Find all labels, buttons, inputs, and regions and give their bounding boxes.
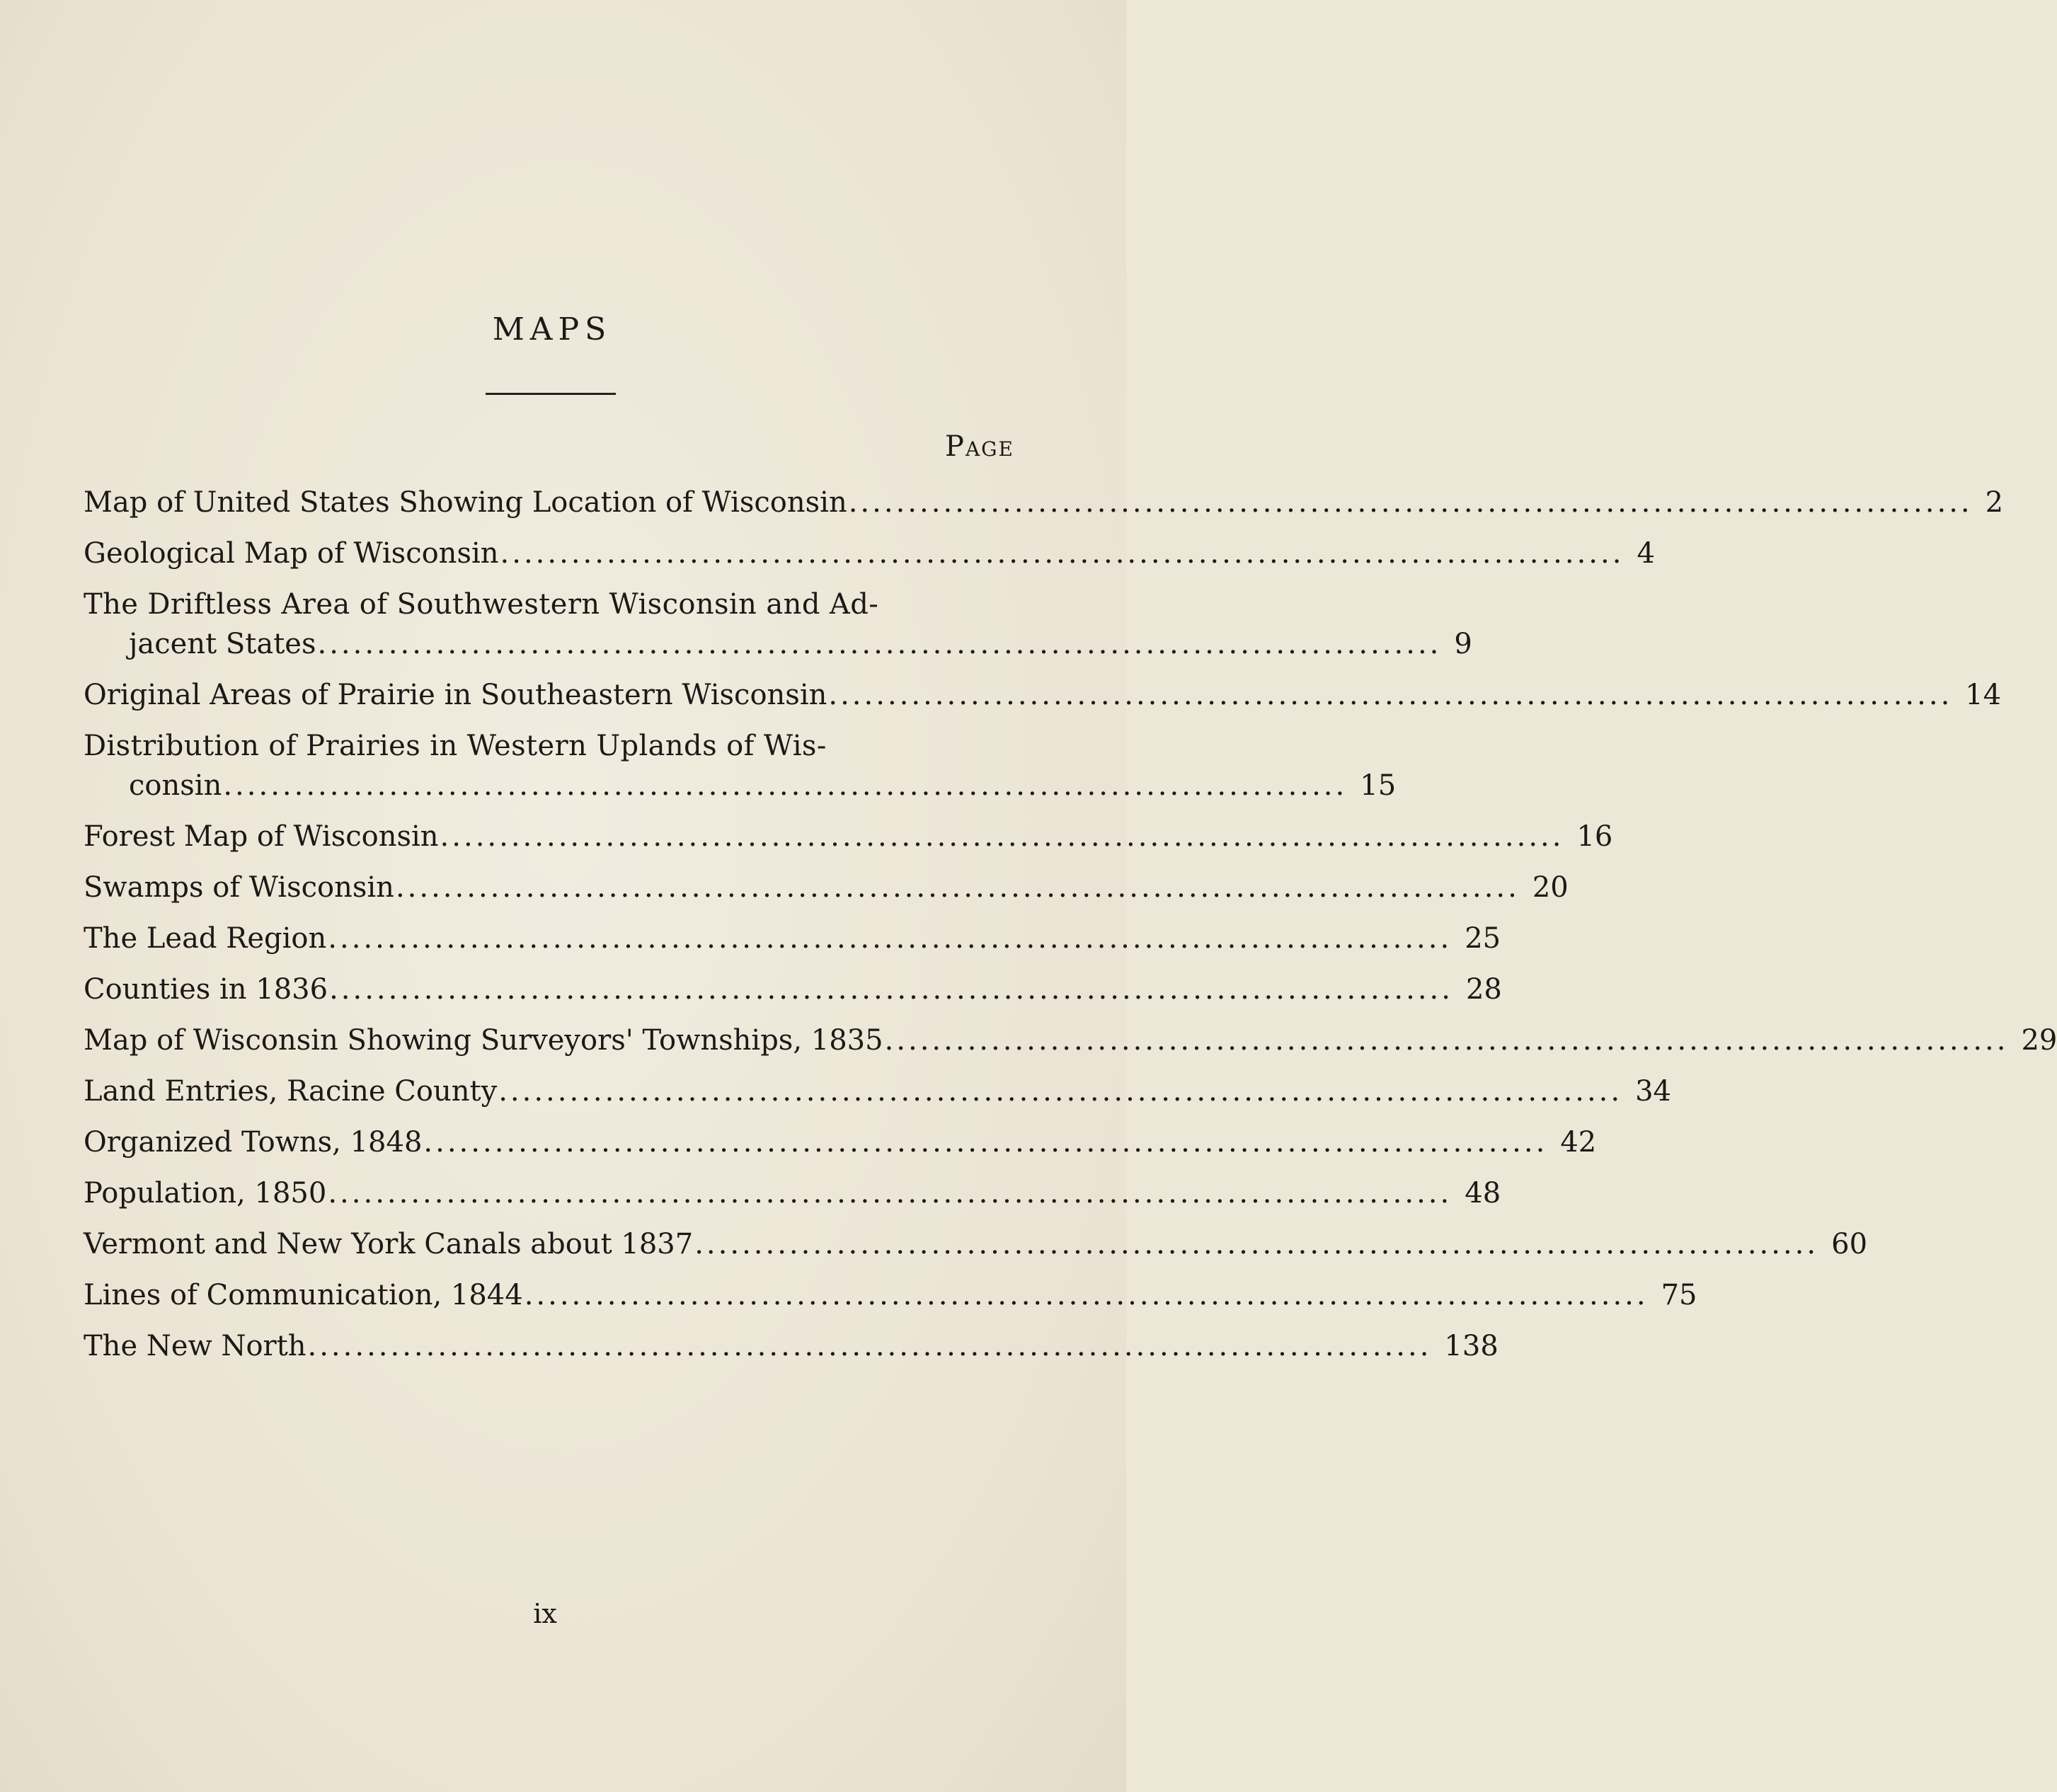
list-item xyxy=(84,1173,1501,1213)
entry-page-number: 2 xyxy=(1985,486,2004,519)
entry-title: Lines of Communication, 1844 xyxy=(84,1279,523,1311)
entry-title-line-1: Distribution of Prairies in Western Uplands of Wis- xyxy=(84,730,827,762)
list-item xyxy=(84,585,1472,664)
entry-title: Population, 1850 xyxy=(84,1177,327,1210)
entry-page-number: 48 xyxy=(1465,1177,1501,1210)
entry-page-number: 138 xyxy=(1444,1330,1499,1362)
leader-dots: ............................................................................................... xyxy=(498,1075,1623,1108)
entry-title: The New North xyxy=(84,1330,306,1362)
leader-dots: ............................................................................................... xyxy=(848,486,1973,519)
list-item xyxy=(84,868,1569,907)
entry-page-number: 34 xyxy=(1635,1075,1672,1108)
list-item xyxy=(84,1122,1597,1162)
entry-page-number: 75 xyxy=(1661,1279,1697,1311)
entry-page-number: 42 xyxy=(1560,1126,1597,1159)
leader-dots: ............................................................................................... xyxy=(423,1126,1548,1159)
list-item xyxy=(84,1275,1697,1315)
leader-dots: ............................................................................................... xyxy=(500,537,1625,570)
leader-dots: ............................................................................................... xyxy=(395,871,1520,904)
list-item xyxy=(84,817,1613,856)
leader-dots: ............................................................................................... xyxy=(328,922,1452,955)
entry-title: Forest Map of Wisconsin xyxy=(84,820,439,853)
leader-dots: ............................................................................................... xyxy=(307,1330,1432,1362)
entry-title: Map of United States Showing Location of Wisconsin xyxy=(84,486,847,519)
entry-title: Land Entries, Racine County xyxy=(84,1075,498,1108)
leader-dots: ............................................................................................... xyxy=(440,820,1564,853)
leader-dots: ............................................................................................... xyxy=(317,628,1442,660)
entry-title: Swamps of Wisconsin xyxy=(84,871,394,904)
list-item xyxy=(84,534,1655,573)
list-item xyxy=(84,1072,1672,1111)
leader-dots: ............................................................................................... xyxy=(328,1177,1452,1210)
list-item xyxy=(84,1224,1868,1264)
title-rule xyxy=(486,393,616,395)
maps-list xyxy=(84,483,2057,1377)
list-item xyxy=(84,919,1501,958)
leader-dots: ............................................................................................... xyxy=(329,973,1453,1006)
leader-dots: ............................................................................................... xyxy=(828,679,1953,711)
list-item xyxy=(84,675,2002,715)
entry-page-number: 4 xyxy=(1637,537,1655,570)
list-item xyxy=(84,726,1397,805)
entry-title: The Lead Region xyxy=(84,922,327,955)
entry-page-number: 25 xyxy=(1465,922,1501,955)
entry-title: Map of Wisconsin Showing Surveyors' Townships, 1835 xyxy=(84,1024,883,1057)
entry-title: Original Areas of Prairie in Southeastern Wisconsin xyxy=(84,679,827,711)
page-title: MAPS xyxy=(492,311,612,348)
list-item xyxy=(84,970,1502,1009)
leader-dots: ............................................................................................... xyxy=(524,1279,1649,1311)
page-column-heading: Page xyxy=(945,430,1014,463)
entry-page-number: 60 xyxy=(1831,1228,1868,1260)
entry-title: Organized Towns, 1848 xyxy=(84,1126,423,1159)
list-item xyxy=(84,1326,1499,1366)
entry-title-line-1: The Driftless Area of Southwestern Wisconsin and Ad- xyxy=(84,588,879,621)
list-item xyxy=(84,483,2004,522)
leader-dots: ............................................................................................... xyxy=(694,1228,1819,1260)
entry-page-number: 9 xyxy=(1454,628,1472,660)
entry-title-line-2: consin xyxy=(129,769,222,802)
leader-dots: ............................................................................................... xyxy=(223,769,1348,802)
folio-page-number: ix xyxy=(533,1598,557,1629)
entry-page-number: 14 xyxy=(1965,679,2002,711)
list-item xyxy=(84,1021,2057,1060)
leader-dots: ............................................................................................... xyxy=(884,1024,2009,1057)
entry-title-line-2: jacent States xyxy=(129,628,316,660)
entry-page-number: 16 xyxy=(1576,820,1613,853)
entry-page-number: 15 xyxy=(1360,769,1397,802)
entry-title: Geological Map of Wisconsin xyxy=(84,537,499,570)
entry-page-number: 29 xyxy=(2021,1024,2057,1057)
entry-title: Vermont and New York Canals about 1837 xyxy=(84,1228,694,1260)
entry-page-number: 20 xyxy=(1532,871,1569,904)
entry-page-number: 28 xyxy=(1465,973,1502,1006)
entry-title: Counties in 1836 xyxy=(84,973,328,1006)
